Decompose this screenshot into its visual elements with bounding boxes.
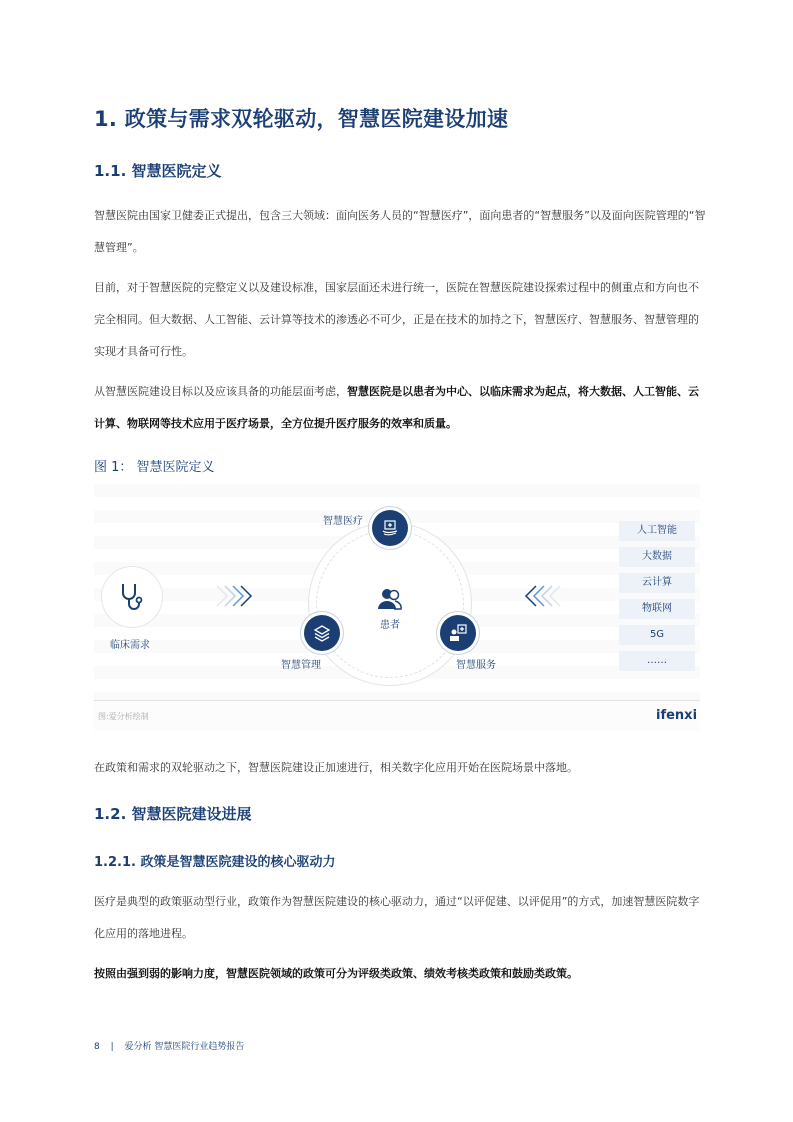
smart-management-label: 智慧管理: [281, 660, 321, 671]
tech-tag: 大数据: [619, 547, 695, 567]
tech-tag: ……: [619, 651, 695, 671]
paragraph-goal-bold: 智慧医院是以患者为中心、以临床需求为起点，将大数据、人工智能、云计算、物联网等技术应用于医疗场景，全方位提升医疗服务的效率和质量。: [94, 385, 699, 430]
smart-management-node: [304, 615, 340, 651]
paragraph-status: 目前，对于智慧医院的完整定义以及建设标准，国家层面还未进行统一，医院在智慧医院建设探索过程中的侧重点和方向也不完全相同。但大数据、人工智能、云计算等技术的渗透必不可少，正是在技术的加持之下，智慧医疗、智慧服务、智慧管理的实现才具备可行性。: [94, 281, 699, 358]
clinical-label: 临床需求: [110, 640, 150, 651]
layers-icon: [312, 623, 332, 643]
paragraph-goal-normal: 从智慧医院建设目标以及应该具备的功能层面考虑，: [94, 385, 347, 398]
tech-tag: 人工智能: [619, 521, 695, 541]
tech-tag: 5G: [619, 625, 695, 645]
paragraph-policy: 医疗是典型的政策驱动型行业，政策作为智慧医院建设的核心驱动力，通过“以评促建、以评促用”的方式，加速智慧医院数字化应用的落地进程。: [94, 895, 700, 940]
footer-separator: |: [110, 1042, 114, 1052]
paragraph-policy-categories: 按照由强到弱的影响力度，智慧医院领域的政策可分为评级类政策、绩效考核类政策和鼓励类政策。: [94, 967, 578, 980]
stethoscope-icon: [115, 580, 149, 614]
figure-source: 图:爱分析绘制: [98, 712, 149, 721]
tech-tag: 物联网: [619, 599, 695, 619]
ifenxi-logo: ifenxi: [656, 708, 698, 723]
chevrons-left-icon: [524, 584, 564, 608]
patient-label: 患者: [380, 620, 400, 631]
chevrons-right-icon: [215, 584, 255, 608]
paragraph-goal: [94, 376, 706, 440]
smart-medical-node: [372, 510, 408, 546]
section-title-1-1: 1.1. 智慧医院定义: [94, 162, 222, 180]
page-number: 8: [94, 1042, 100, 1052]
paragraph-definition: 智慧医院由国家卫健委正式提出，包含三大领域：面向医务人员的“智慧医疗”，面向患者的“智慧服务”以及面向医院管理的“智慧管理”。: [94, 209, 706, 254]
smart-service-label: 智慧服务: [456, 660, 496, 671]
smart-service-node: [440, 615, 476, 651]
figure-caption: 图 1： 智慧医院定义: [94, 460, 215, 475]
page-footer: [94, 1039, 244, 1052]
figure-footer: [94, 701, 700, 731]
page-heading: 1. 政策与需求双轮驱动，智慧医院建设加速: [94, 107, 509, 131]
patient-icon: [377, 588, 403, 610]
section-title-1-2: 1.2. 智慧医院建设进展: [94, 805, 252, 823]
doctor-service-icon: [448, 623, 468, 643]
tech-tag: 云计算: [619, 573, 695, 593]
clinical-node: [101, 566, 163, 628]
footer-title: 爱分析 智慧医院行业趋势报告: [124, 1042, 245, 1052]
section-title-1-2-1: 1.2.1. 政策是智慧医院建设的核心驱动力: [94, 855, 336, 870]
smart-medical-label: 智慧医疗: [323, 516, 363, 527]
paragraph-after-figure: 在政策和需求的双轮驱动之下，智慧医院建设正加速进行，相关数字化应用开始在医院场景中落地。: [94, 761, 578, 774]
medical-kit-icon: [380, 518, 400, 538]
